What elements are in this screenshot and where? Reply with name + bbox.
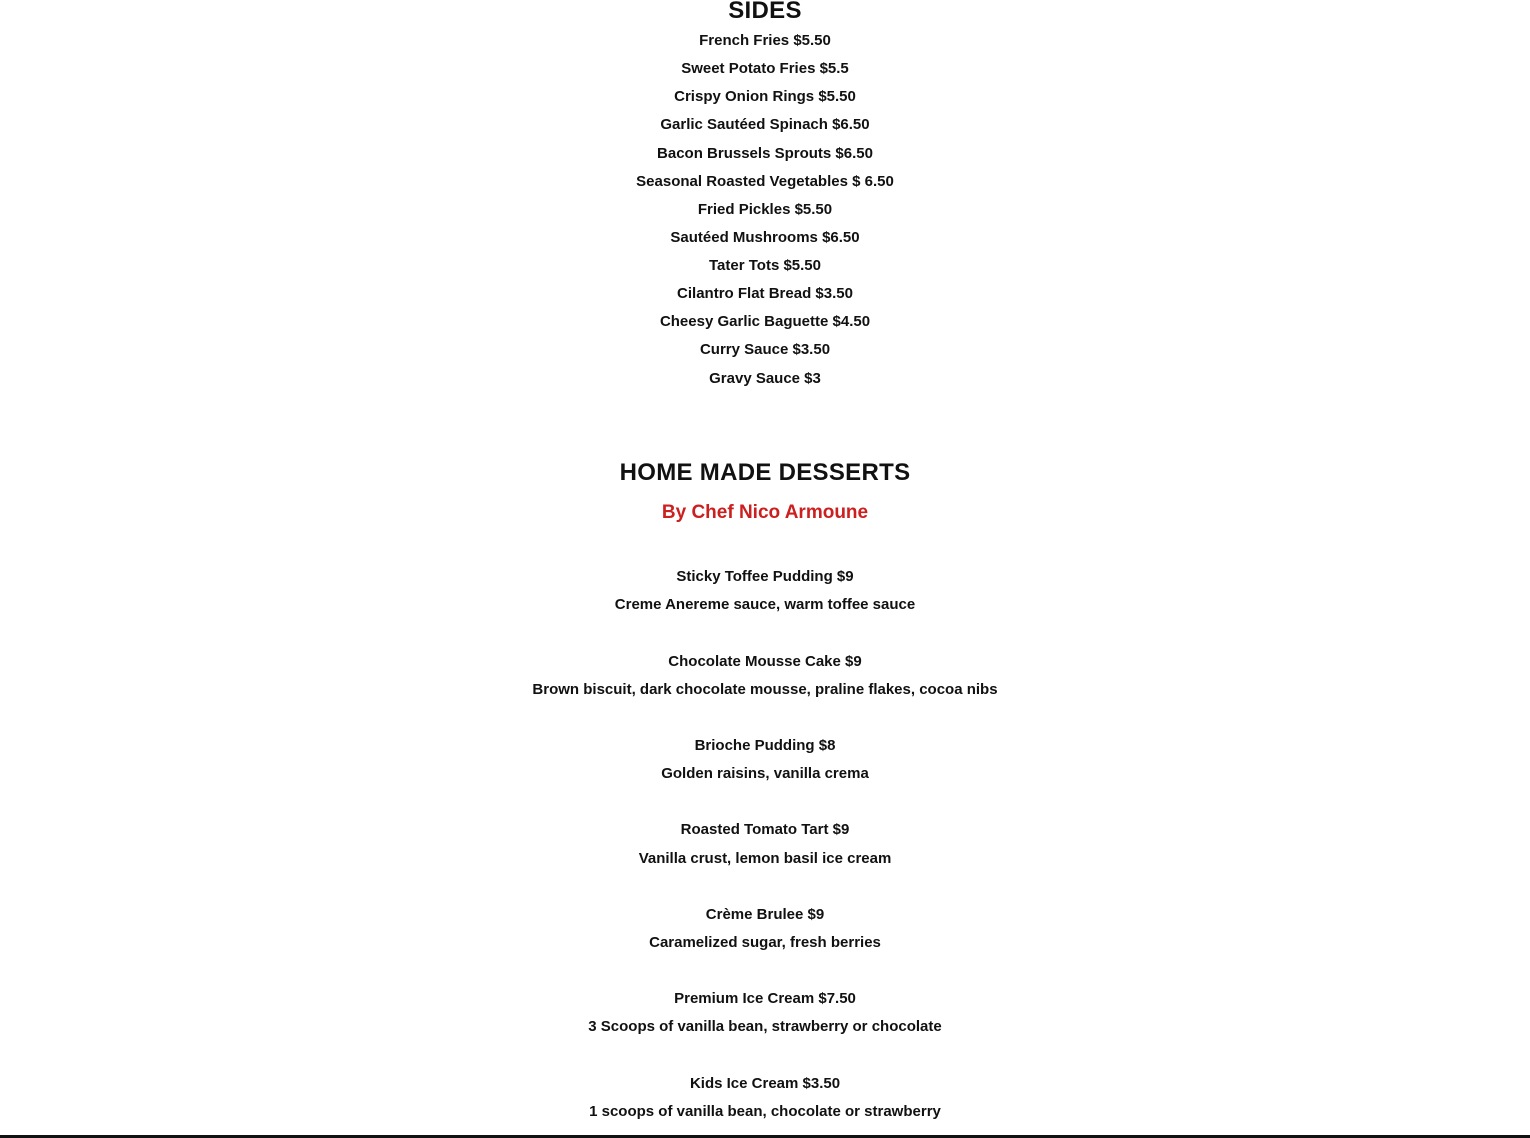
sides-item: Tater Tots $5.50 [709, 257, 821, 274]
dessert-name: Kids Ice Cream $3.50 [689, 1075, 841, 1092]
dessert-name: Premium Ice Cream $7.50 [674, 990, 856, 1007]
sides-item: Bacon Brussels Sprouts $6.50 [657, 145, 873, 162]
dessert-description: Golden raisins, vanilla crema [661, 765, 869, 782]
dessert-description: 1 scoops of vanilla bean, chocolate or strawberry [589, 1103, 941, 1120]
dessert-description: Caramelized sugar, fresh berries [649, 934, 881, 951]
dessert-description: Vanilla crust, lemon basil ice cream [638, 850, 892, 867]
sides-item: Seasonal Roasted Vegetables $ 6.50 [636, 173, 894, 190]
sides-heading: SIDES [728, 0, 802, 24]
sides-item: Curry Sauce $3.50 [699, 341, 831, 358]
dessert-name: Brioche Pudding $8 [694, 737, 836, 754]
chef-credit: By Chef Nico Armoune [661, 502, 869, 523]
sides-item: Fried Pickles $5.50 [697, 201, 833, 218]
sides-item: French Fries $5.50 [699, 32, 831, 49]
desserts-heading: HOME MADE DESSERTS [619, 459, 911, 486]
dessert-description: 3 Scoops of vanilla bean, strawberry or chocolate [588, 1018, 942, 1035]
dessert-name: Sticky Toffee Pudding $9 [676, 568, 854, 585]
dessert-description: Creme Anereme sauce, warm toffee sauce [614, 596, 916, 613]
sides-item: Gravy Sauce $3 [709, 370, 821, 387]
dessert-name: Crème Brulee $9 [705, 906, 825, 923]
sides-item: Garlic Sautéed Spinach $6.50 [660, 116, 870, 133]
sides-item: Crispy Onion Rings $5.50 [674, 88, 856, 105]
sides-item: Sweet Potato Fries $5.5 [681, 60, 849, 77]
dessert-name: Roasted Tomato Tart $9 [680, 821, 850, 838]
sides-item: Cilantro Flat Bread $3.50 [677, 285, 853, 302]
dessert-description: Brown biscuit, dark chocolate mousse, praline flakes, cocoa nibs [532, 681, 998, 698]
sides-item: Sautéed Mushrooms $6.50 [670, 229, 860, 246]
sides-item: Cheesy Garlic Baguette $4.50 [659, 313, 871, 330]
dessert-name: Chocolate Mousse Cake $9 [668, 653, 862, 670]
